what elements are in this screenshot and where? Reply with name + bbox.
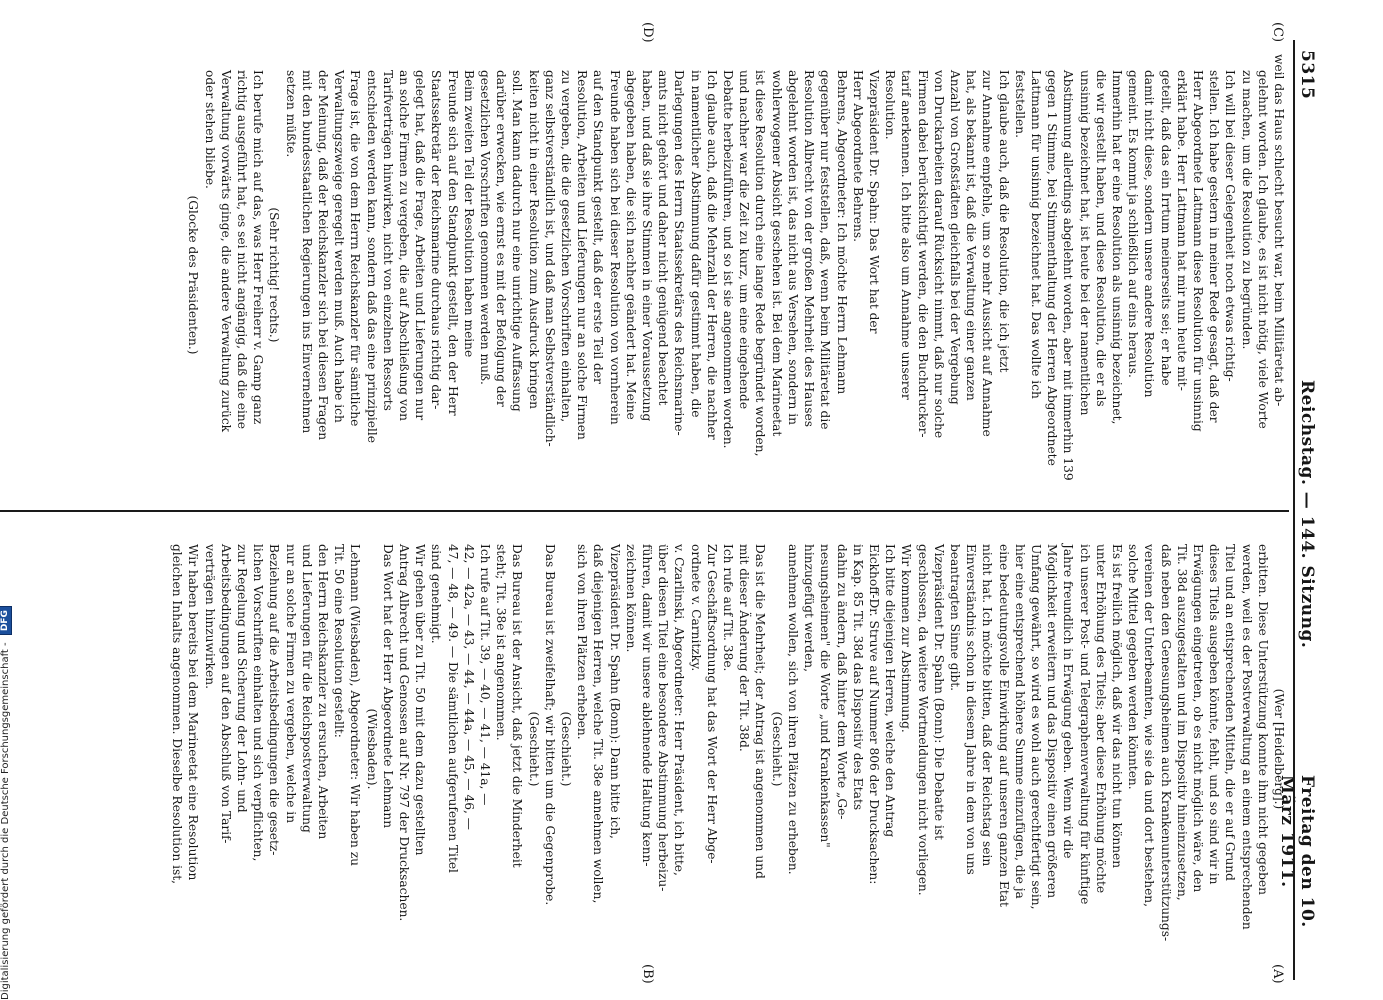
- header-rule: [1293, 40, 1295, 980]
- margin-marker-a: (A): [1270, 964, 1285, 984]
- text-line: Das ist die Mehrheit; der Antrag ist angenommen und: [753, 544, 768, 879]
- text-line: Resolution Albrecht von der großen Mehrheit des Hauses: [802, 70, 817, 427]
- text-line: Tit. 38d auszugestalten und im Dispositiv hineinzusetzen,: [1174, 544, 1189, 901]
- text-line: Einverständnis schon in diesem Jahre in dem von uns: [964, 544, 979, 875]
- text-line: Das Bureau ist zweifelhaft; wir bitten um die Gegenprobe.: [542, 544, 557, 906]
- credit-text: Digitalisierung gefördert durch die Deutsche Forschungsgemeinschaft -: [0, 642, 11, 1000]
- text-line: vereinen der Unterbeamten, wie sie da und dort bestehen,: [1142, 544, 1157, 908]
- text-line: nesungsheimen" die Worte „und Krankenkassen": [818, 544, 833, 848]
- text-line: Beim zweiten Teil der Resolution haben meine: [461, 70, 476, 358]
- text-line: annehmen wollen, sich von ihren Plätzen zu erheben.: [785, 544, 800, 875]
- text-line: (Geschieht.): [526, 711, 541, 787]
- text-line: Möglichkeit erweitern und das Dispositiv einen größeren: [1045, 544, 1060, 899]
- text-line: (Geschieht.): [769, 711, 784, 787]
- text-line: ganz selbstverständlich ist, und daß man Selbstverständlich-: [542, 70, 557, 447]
- session-title: Reichstag. — 144. Sitzung.: [1297, 380, 1317, 649]
- text-line: amts nicht gehört und daher nicht genügend beachtet: [656, 70, 671, 406]
- text-column-left: [185, 54, 1287, 496]
- text-line: geschlossen, da weitere Wortmeldungen nicht vorliegen.: [915, 544, 930, 896]
- text-line: Lehmann (Wiesbaden), Abgeordneter: Wir haben zu: [348, 544, 363, 867]
- text-line: gegen 1 Stimme, bei Stimmenthaltung der Herren Abgeordnete: [1045, 70, 1060, 466]
- text-line: führen, damit wir unsere ablehnende Haltung kenn-: [640, 544, 655, 867]
- text-line: Staatssekretär der Reichsmarine durchaus richtig dar-: [429, 70, 444, 410]
- text-line: an solche Firmen zu vergeben, die auf Abschließung von: [397, 70, 412, 422]
- text-line: Herr Abgeordnete Lattmann diese Resolution für unsinnig: [1190, 70, 1205, 432]
- text-line: setzen müßte.: [283, 70, 298, 158]
- text-line: (Glocke des Präsidenten.): [186, 195, 201, 355]
- text-line: werden, weil es der Postverwaltung an einem entsprechenden: [1239, 544, 1254, 930]
- text-line: Resolution, Arbeiten und Lieferungen nur an solche Firmen: [575, 70, 590, 440]
- text-line: Verwaltung vorwärts ginge, die andere Verwaltung zurück: [218, 70, 233, 433]
- text-line: Tarifverträgen hinwirken, nicht von einzelnen Ressorts: [380, 70, 395, 411]
- digitization-credit: [0, 600, 14, 1000]
- text-line: Wir kommen zur Abstimmung.: [899, 544, 914, 733]
- text-line: gemeint. Es kommt ja schließlich auf eins heraus.: [1126, 70, 1141, 378]
- text-line: geteilt, daß das ein Irrtum meinerseits sei; er habe: [1158, 70, 1173, 386]
- text-line: über diesen Titel eine besondere Abstimmung herbeizu-: [656, 544, 671, 892]
- text-line: Erwägungen eingetreten, ob es nicht möglich wäre, den: [1190, 544, 1205, 893]
- text-line: Ich will bei dieser Gelegenheit noch etwas richtig-: [1223, 70, 1238, 382]
- text-line: Debatte herbeizuführen, und so ist sie angenommen worden.: [721, 70, 736, 449]
- text-line: Wir haben bereits bei dem Marineetat eine Resolution: [186, 544, 201, 881]
- text-line: Tit. 50 eine Resolution gestellt:: [332, 544, 347, 738]
- text-line: ich unserer Post- und Telegraphenverwaltung für künftige: [1077, 544, 1092, 905]
- text-line: von Druckarbeiten darauf Rücksicht nimmt, daß nur solche: [931, 70, 946, 439]
- text-line: auf den Standpunkt gestellt, daß der erste Teil der: [591, 70, 606, 384]
- text-line: Herr Abgeordnete Behrens.: [850, 70, 865, 243]
- text-line: Ich glaube auch, daß die Mehrzahl der Herren, die nachher: [704, 70, 719, 440]
- text-line: richtig ausgeführt hat, es sei nicht angängig, daß die eine: [235, 70, 249, 429]
- text-line: stellen. Ich habe gestern in meiner Rede gesagt, daß der: [1207, 70, 1222, 423]
- text-line: hat, als bekannt ist, daß die Verwaltung einer ganzen: [964, 70, 979, 401]
- text-line: zur Regelung und Sicherung der Lohn- und: [235, 544, 249, 813]
- newspaper-page: [0, 22, 1325, 984]
- page-number: 5315: [1297, 50, 1317, 100]
- text-line: gleichen Inhalts angenommen. Dieselbe Resolution ist,: [170, 544, 185, 885]
- text-line: der Meinung, daß der Reichskanzler sich bei diesen Fragen: [316, 70, 331, 441]
- text-line: beantragten Sinne gibt.: [947, 544, 962, 692]
- text-line: wohlerwogener Absicht geschehen ist. Bei dem Marineetat: [769, 70, 784, 437]
- text-line: Umfang gewährt, so wird es wohl auch gerechtfertigt sein,: [1028, 544, 1043, 910]
- text-line: Ich berufe mich auf das, was Herr Freiherr v. Gamp ganz: [251, 70, 266, 425]
- text-line: entschieden werden kann, sondern daß das eine prinzipielle: [364, 70, 379, 443]
- text-line: Ich glaube auch, daß die Resolution, die ich jetzt: [996, 70, 1011, 373]
- text-line: abgegeben haben, die sich nachher geändert hat. Meine: [623, 70, 638, 420]
- text-line: und nachher war die Zeit zu kurz, um eine eingehende: [737, 70, 752, 410]
- text-line: steht; Tit. 38e ist angenommen.: [494, 544, 509, 741]
- text-line: in Kap. 85 Tit. 38d das Dispositiv des Etats: [850, 544, 865, 811]
- text-line: Vizepräsident Dr. Spahn (Bonn): Die Debatte ist: [931, 544, 946, 841]
- text-line: unter Erhöhung des Titels; aber diese Erhöhung möchte: [1093, 544, 1108, 894]
- text-line: (Wer [Heidelberg].): [1272, 688, 1286, 810]
- text-line: feststellen.: [1012, 70, 1027, 138]
- text-line: abgelehnt worden ist, das nicht aus Versehen, sondern in: [785, 70, 800, 426]
- text-line: darüber erwecken, wie ernst es mit der Befolgung der: [494, 70, 509, 407]
- text-line: Lattmann für unsinnig bezeichnet hat. Das wollte ich: [1028, 70, 1043, 399]
- margin-marker-c: (C): [1270, 22, 1285, 43]
- text-line: soll. Man kann dadurch nur eine unrichtige Auffassung: [510, 70, 525, 412]
- text-line: zur Annahme empfehle, um so mehr Aussicht auf Annahme: [980, 70, 995, 437]
- text-line: in namentlicher Abstimmung dafür gestimmt haben, die: [688, 70, 703, 418]
- text-line: keiten nicht in einer Resolution zum Ausdruck bringen: [526, 70, 541, 410]
- text-line: Ich rufe auf Tit. 39, — 40, — 41, — 41a, —: [478, 544, 493, 806]
- text-line: Das Bureau ist der Ansicht, daß jetzt die Minderheit: [510, 544, 525, 868]
- text-line: die wir gestellt haben, und diese Resolution, die er als: [1093, 70, 1108, 407]
- text-line: erklärt habe. Herr Lattmann hat mir nun heute mit-: [1174, 70, 1189, 391]
- text-line: v. Czarlinski, Abgeordneter: Herr Präsident, ich bitte,: [672, 544, 687, 876]
- text-line: tarif anerkennen. Ich bitte also um Annahme unserer: [899, 70, 914, 400]
- text-line: Behrens, Abgeordneter: Ich möchte Herrn Lehmann: [834, 70, 849, 395]
- text-line: dieses Titels ausgeben könnte, fehlt, und so sind wir in: [1207, 544, 1222, 885]
- text-line: Darlegungen des Herrn Staatssekretärs des Reichsmarine-: [672, 70, 687, 436]
- text-line: mit dieser Änderung der Tit. 38d.: [737, 544, 752, 752]
- text-line: Ich rufe auf Tit. 38e.: [721, 544, 736, 672]
- text-line: Abstimmung allerdings abgelehnt worden, aber mit immerhin 139: [1061, 70, 1076, 481]
- text-line: gesetzlichen Vorschriften genommen werden muß.: [478, 70, 493, 385]
- text-line: daß neben den Genesungsheimen auch Krankenunterstützungs-: [1158, 544, 1173, 942]
- text-line: Wir gehen über zu Tit. 50 mit dem dazu gestellten: [413, 544, 428, 856]
- text-line: lichen Vorschriften einhalten und sich verpflichten,: [251, 544, 266, 862]
- text-line: Vizepräsident Dr. Spahn: Das Wort hat der: [866, 70, 881, 334]
- text-line: sind genehmigt.: [429, 544, 444, 644]
- text-line: gelehnt worden. Ich glaube, es ist nicht nötig, viele Worte: [1255, 70, 1270, 429]
- text-line: damit nicht diese, sondern unsere andere Resolution: [1142, 70, 1157, 398]
- text-line: und Lieferungen für die Reichspostverwaltung: [299, 544, 314, 833]
- text-line: erbitten. Diese Unterstützung konnte ihm nicht gegeben: [1255, 544, 1270, 895]
- text-line: Anzahl von Großstädten gleichfalls bei der Vergebung: [947, 70, 962, 405]
- column-divider: [0, 510, 1289, 512]
- text-line: Es ist freilich möglich, daß wir das nicht tun können: [1109, 544, 1124, 869]
- text-line: zeichnen können.: [623, 544, 638, 653]
- margin-marker-b: (B): [640, 964, 655, 984]
- text-line: Arbeitsbedingungen auf den Abschluß von Tarif-: [218, 544, 233, 844]
- text-line: Zur Geschäftsordnung hat das Wort der Herr Abge-: [704, 544, 719, 864]
- text-line: hier eine entsprechend höhere Summe einzufügen, die ja: [1012, 544, 1027, 899]
- text-line: Antrag Albrecht und Genossen auf Nr. 797 der Drucksachen.: [397, 544, 412, 922]
- session-date: Freitag den 10. März 1911.: [1277, 775, 1317, 928]
- text-line: Immerhin hat er eine Resolution als unsinnig bezeichnet,: [1109, 70, 1124, 425]
- text-line: ordnete v. Carnitzky.: [688, 544, 703, 672]
- text-line: Freunde haben sich bei dieser Resolution von vornherein: [607, 70, 622, 425]
- text-line: nur an solche Firmen zu vergeben, welche in: [283, 544, 298, 824]
- text-line: solche Mittel gegeben werden könnten.: [1126, 544, 1141, 790]
- text-line: Ich bitte diejenigen Herren, welche den Antrag: [883, 544, 898, 838]
- text-line: den Herrn Reichskanzler zu ersuchen, Arbeiten: [316, 544, 331, 840]
- text-line: Freunde sich auf den Standpunkt gestellt, den der Herr: [445, 70, 460, 416]
- text-line: (Wiesbaden).: [364, 708, 379, 790]
- text-line: 42, — 42a, — 43, — 44, — 44a, — 45, — 46, —: [461, 544, 476, 830]
- text-line: daß diejenigen Herren, welche Tit. 38e annehmen wollen,: [591, 544, 606, 904]
- text-line: Vizepräsident Dr. Spahn (Bonn): Dann bitte ich,: [607, 544, 622, 839]
- text-line: weil das Haus schlecht besucht war, beim Militäretat ab-: [1272, 54, 1286, 407]
- text-line: Titel und an entsprechenden Mitteln, die er auf Grund: [1223, 544, 1238, 881]
- text-line: sich von ihren Plätzen erheben.: [575, 544, 590, 740]
- text-line: haben, und daß sie ihre Stimmen in einer Voraussetzung: [640, 70, 655, 422]
- text-line: mit den bundesstaatlichen Regierungen ins Einvernehmen: [299, 70, 314, 434]
- margin-marker-d: (D): [640, 22, 655, 43]
- text-line: verträgen hinzuwirken.: [202, 544, 217, 689]
- text-line: Jahre freundlich in Erwägung geben. Wenn wir die: [1061, 544, 1076, 859]
- text-line: oder stehen bliebe.: [202, 70, 217, 189]
- text-line: dahin zu ändern, daß hinter dem Worte „Ge-: [834, 544, 849, 820]
- text-line: Eickhoff-Dr. Struve auf Nummer 806 der Drucksachen:: [866, 544, 881, 885]
- text-line: Das Wort hat der Herr Abgeordnete Lehmann: [380, 544, 395, 829]
- text-line: ist diese Resolution durch eine lange Rede begründet worden,: [753, 70, 768, 457]
- text-line: gegenüber nur feststellen, daß, wenn beim Militäretat die: [818, 70, 833, 430]
- text-line: Firmen dabei berücksichtigt werden, die den Buchdrucker-: [915, 70, 930, 438]
- text-line: Resolution.: [883, 70, 898, 140]
- text-line: gelegt hat, daß die Frage, Arbeiten und Lieferungen nur: [413, 70, 428, 421]
- text-line: nicht hat. Ich möchte bitten, daß der Reichstag sein: [980, 544, 995, 867]
- text-line: unsinnig bezeichnet hat, ist heute bei der namentlichen: [1077, 70, 1092, 416]
- text-line: hinzugefügt werden,: [802, 544, 817, 673]
- text-line: eine bedeutungsvolle Einwirkung auf unseren ganzen Etat: [996, 544, 1011, 907]
- text-line: Beziehung auf die Arbeitsbedingungen die gesetz-: [267, 544, 282, 856]
- dfg-logo: DFG: [0, 606, 12, 635]
- text-line: Frage ist, die von dem Herrn Reichskanzler für sämtliche: [348, 70, 363, 427]
- text-line: (Sehr richtig! rechts.): [267, 207, 282, 343]
- text-line: Verwaltungszweige geregelt werden muß. Auch habe ich: [332, 70, 347, 423]
- text-line: zu machen, um die Resolution zu begründen.: [1239, 70, 1254, 350]
- text-line: 47, — 48, — 49. — Die sämtlichen aufgerufenen Titel: [445, 544, 460, 873]
- text-line: (Geschieht.): [559, 711, 574, 787]
- text-line: zu vergeben, die die gesetzlichen Vorschriften einhalten,: [559, 70, 574, 423]
- text-column-right: [169, 528, 1287, 970]
